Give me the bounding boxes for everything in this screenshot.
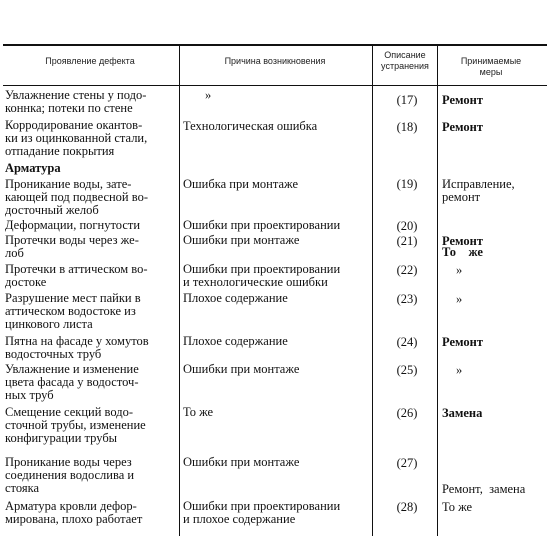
defect-text-22: Протечки в аттическом во- достоке bbox=[5, 262, 148, 289]
header-cause: Причина возникновения bbox=[224, 56, 326, 66]
defect-text-24: Пятна на фасаде у хомутов водосточных труб bbox=[5, 334, 149, 361]
ref-18: (18) bbox=[396, 120, 418, 134]
ref-23: (23) bbox=[396, 292, 418, 306]
ref-26: (26) bbox=[396, 406, 418, 420]
header-elimination: Описание устранения bbox=[381, 50, 429, 71]
cause-text-23: Плохое содержание bbox=[183, 291, 288, 305]
ref-25: (25) bbox=[396, 363, 418, 377]
ref-22: (22) bbox=[396, 263, 418, 277]
cause-text-24: Плохое содержание bbox=[183, 334, 288, 348]
measure-25: » bbox=[456, 363, 463, 377]
defect-text-21: Протечки воды через же- лоб bbox=[5, 233, 139, 260]
measure-17: Ремонт bbox=[442, 93, 483, 107]
measure-26: Замена bbox=[442, 406, 483, 420]
cause-text-22: Ошибки при проектировании и технологические ошибки bbox=[183, 262, 341, 289]
ref-19: (19) bbox=[396, 177, 418, 191]
defect-text-27: Проникание воды через соединения водослива и стояка bbox=[5, 455, 135, 495]
measure-24: Ремонт bbox=[442, 335, 483, 349]
ref-17: (17) bbox=[396, 93, 418, 107]
cause-text-19: Ошибка при монтаже bbox=[183, 177, 299, 191]
ref-28: (28) bbox=[396, 500, 418, 514]
defect-text-19: Проникание воды, зате- кающей под подвесной во- досточный желоб bbox=[5, 177, 148, 217]
cause-text-17: » bbox=[205, 88, 212, 102]
measure-19: Исправление, ремонт bbox=[442, 177, 515, 204]
ref-24: (24) bbox=[396, 335, 418, 349]
measure-28: То же bbox=[442, 500, 473, 514]
header-measures: Принимаемые меры bbox=[460, 56, 522, 77]
cause-text-21: Ошибки при монтаже bbox=[183, 233, 300, 247]
measure-22: » bbox=[456, 263, 463, 277]
cause-text-28: Ошибки при проектировании и плохое содержание bbox=[183, 499, 341, 526]
measure-20: То же bbox=[442, 245, 483, 259]
header-bottom-rule bbox=[3, 85, 547, 86]
table-top-rule bbox=[3, 44, 547, 46]
column-divider-2 bbox=[372, 44, 373, 536]
measure-23: » bbox=[456, 292, 463, 306]
defect-text-18: Корродирование окантов- ки из оцинкованной стали, отпадание покрытия bbox=[5, 118, 148, 158]
cause-text-25: Ошибки при монтаже bbox=[183, 362, 300, 376]
cause-text-20: Ошибки при проектировании bbox=[183, 218, 341, 232]
measure-27: Ремонт, замена bbox=[442, 482, 526, 496]
ref-21: (21) bbox=[396, 234, 418, 248]
ref-20: (20) bbox=[396, 219, 418, 233]
cause-text-26: То же bbox=[183, 405, 214, 419]
column-divider-1 bbox=[179, 44, 180, 536]
defect-text-28: Арматура кровли дефор- мирована, плохо работает bbox=[5, 499, 143, 526]
measure-21: Ремонт bbox=[442, 234, 483, 248]
cause-text-18: Технологическая ошибка bbox=[183, 119, 318, 133]
defect-text-17: Увлажнение стены у подо- коннка; потеки по стене bbox=[5, 88, 147, 115]
cause-text-27: Ошибки при монтаже bbox=[183, 455, 300, 469]
defect-text-26: Смещение секций водо- сточной трубы, изменение конфигурации трубы bbox=[5, 405, 146, 445]
ref-27: (27) bbox=[396, 456, 418, 470]
defect-text-25: Увлажнение и изменение цвета фасада у водосточ- ных труб bbox=[5, 362, 139, 402]
defect-text-20: Деформации, погнутости bbox=[5, 218, 141, 232]
defect-text-23: Разрушение мест пайки в аттическом водостоке из цинкового листа bbox=[5, 291, 141, 331]
measure-18: Ремонт bbox=[442, 120, 483, 134]
section-title: Арматура bbox=[5, 161, 61, 175]
header-defect: Проявление дефекта bbox=[45, 56, 135, 66]
